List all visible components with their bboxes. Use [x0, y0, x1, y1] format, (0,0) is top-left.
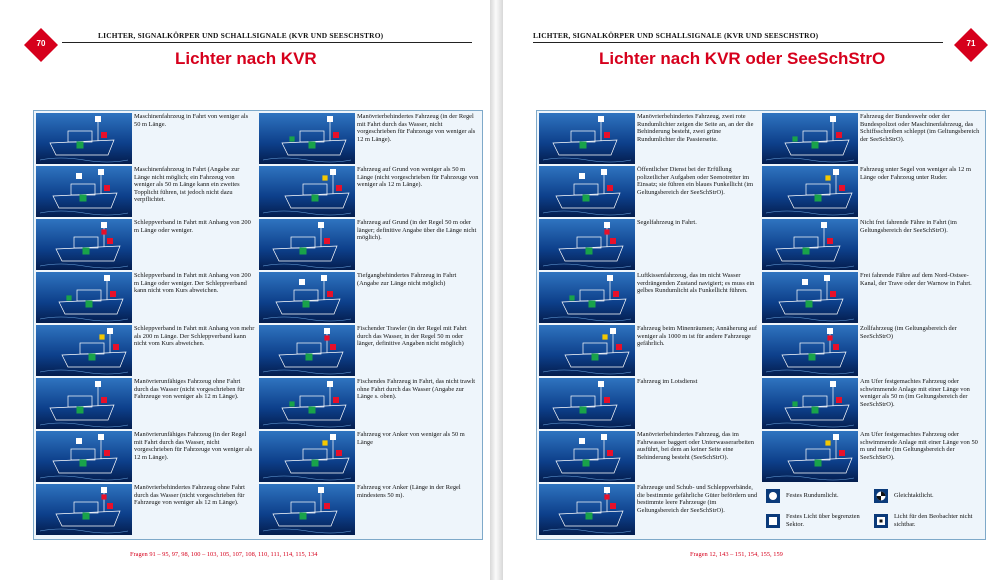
light-table-row: [259, 113, 481, 164]
sailing-vessel-icon: [539, 219, 635, 270]
towing-vessel-stern-icon: [36, 219, 132, 270]
police-vessel-icon: [762, 113, 858, 164]
light-table-row: [539, 484, 761, 535]
light-description: Maschinenfahrzeug in Fahrt (Angabe zur Länge nicht möglich; ein Fahrzeug von weniger als 50 m Länge kann ein zweites Topplicht führen, ist jedoch nicht dazu verpflichtet.: [134, 166, 240, 204]
right-page: [503, 0, 993, 580]
not-under-command-moving-icon: [36, 431, 132, 482]
free-ferry-canal-icon: [762, 272, 858, 323]
light-table-row: [36, 325, 258, 376]
page-number-badge: [954, 28, 988, 62]
anchored-large-icon: [259, 484, 355, 535]
light-table-row: [539, 113, 761, 164]
light-table-row: [259, 484, 481, 535]
light-description: Fahrzeug beim Minenräumen; Annäherung auf weniger als 1000 m ist für andere Fahrzeuge gefährlich.: [637, 325, 757, 348]
light-description: Am Ufer festgemachtes Fahrzeug oder schwimmende Anlage mit einer Länge von weniger als 50 m (im Geltungsbereich der SeeSchStrO).: [860, 378, 970, 408]
fixed-all-round-light-icon: [766, 489, 780, 503]
light-description: Maschinenfahrzeug in Fahrt von weniger als 50 m Länge.: [134, 113, 249, 128]
light-description: Manövrierbehindertes Fahrzeug (in der Regel mit Fahrt durch das Wasser, nicht vorgeschrieben für Fahrzeuge von weniger als 12 m Länge).: [357, 113, 476, 143]
fixed-sector-light-icon: [766, 514, 780, 528]
legend-fixed-all-round: Festes Rundumlicht.: [786, 492, 839, 499]
minesweeper-icon: [539, 325, 635, 376]
dangerous-cargo-icon: [539, 484, 635, 535]
restricted-manoeuvre-moving-icon: [259, 113, 355, 164]
light-table-row: [36, 272, 258, 323]
light-description: Fahrzeug vor Anker (Länge in der Regel mindestens 50 m).: [357, 484, 461, 499]
legend: [762, 484, 984, 535]
dredger-icon: [539, 431, 635, 482]
trawler-icon: [259, 325, 355, 376]
light-description: Fahrzeug im Lotsdienst: [637, 378, 698, 385]
light-table-row: [259, 325, 481, 376]
power-vessel-under-50m-icon: [36, 113, 132, 164]
public-service-blue-light-icon: [539, 166, 635, 217]
light-description: Fahrzeug vor Anker von weniger als 50 m Länge: [357, 431, 465, 446]
header-rule: [533, 42, 943, 43]
light-table-row: [762, 219, 984, 270]
footer-references: Fragen 12, 143 – 151, 154, 155, 159: [690, 551, 783, 558]
light-description: Fahrzeug der Bundeswehr oder der Bundespolizei oder Maschinenfahrzeug, das Schiffsschreiben schleppt (im Geltungsbereich der SeeSchStrO).: [860, 113, 980, 143]
light-description: Am Ufer festgemachtes Fahrzeug oder schwimmende Anlage mit einer Länge von 50 m und mehr (im Geltungsbereich der SeeSchStrO).: [860, 431, 978, 461]
light-table-row: [36, 166, 258, 217]
light-description: Tiefgangbehindertes Fahrzeug in Fahrt (Angabe zur Länge nicht möglich): [357, 272, 457, 287]
light-table-row: [36, 219, 258, 270]
light-table-row: [539, 272, 761, 323]
light-table-row: [762, 113, 984, 164]
light-table-row: [36, 484, 258, 535]
moored-large-gear-icon: [762, 431, 858, 482]
isophase-light-icon: [874, 489, 888, 503]
light-description: Nicht frei fahrende Fähre in Fahrt (im Geltungsbereich der SeeSchStrO).: [860, 219, 957, 234]
invisible-light-icon: [874, 514, 888, 528]
light-table-row: [762, 431, 984, 482]
restricted-manoeuvre-stopped-icon: [36, 484, 132, 535]
light-table-row: [36, 113, 258, 164]
moored-floating-gear-icon: [762, 378, 858, 429]
light-description: Zollfahrzeug (im Geltungsbereich der SeeSchStrO): [860, 325, 957, 340]
page-title: Lichter nach KVR oder SeeSchStrO: [599, 49, 886, 68]
light-table-row: [36, 378, 258, 429]
light-description: Manövrierunfähiges Fahrzeug (in der Regel mit Fahrt durch das Wasser, nicht vorgeschrieben für Fahrzeuge von weniger als 12 m Länge).: [134, 431, 253, 461]
footer-references: Fragen 91 – 95, 97, 98, 100 – 103, 105, 107, 108, 110, 111, 114, 115, 134: [130, 551, 318, 558]
customs-vessel-icon: [762, 325, 858, 376]
light-description: Manövrierunfähiges Fahrzeug ohne Fahrt durch das Wasser (nicht vorgeschrieben für Fahrzeuge von weniger als 12 m Länge).: [134, 378, 245, 401]
light-description: Schleppverband in Fahrt mit Anhang von 200 m Länge oder weniger.: [134, 219, 251, 234]
running-header: LICHTER, SIGNALKÖRPER UND SCHALLSIGNALE (KVR UND SEESCHSTRO): [98, 31, 384, 40]
towing-vessel-ahead-icon: [36, 272, 132, 323]
light-table-row: [539, 219, 761, 270]
not-under-command-stopped-icon: [36, 378, 132, 429]
power-vessel-over-50m-icon: [36, 166, 132, 217]
page-number: 71: [966, 39, 976, 48]
light-description: Luftkissenfahrzeug, das im nicht Wasser verdrängenden Zustand navigiert; es muss ein gelbes Rundumlicht als Funkellicht führen.: [637, 272, 755, 295]
light-description: Fahrzeuge und Schub- und Schleppverbände, die bestimmte gefährliche Güter befördern und bestimmte leere Fahrzeuge (im Geltungsbereich der SeeSchStrO).: [637, 484, 758, 514]
light-description: Manövrierbehindertes Fahrzeug ohne Fahrt durch das Wasser (nicht vorgeschrieben für Fahrzeuge von weniger als 12 m Länge).: [134, 484, 245, 507]
light-table-row: [259, 272, 481, 323]
page-title: Lichter nach KVR: [175, 49, 317, 68]
legend-fixed-sector: Festes Licht über begrenzten Sektor.: [786, 513, 860, 528]
book-gutter: [490, 0, 503, 580]
aground-large-icon: [259, 219, 355, 270]
restricted-manoeuvre-obstruction-icon: [539, 113, 635, 164]
light-description: Fahrzeug auf Grund von weniger als 50 m Länge (nicht vorgeschrieben für Fahrzeuge von weniger als 12 m Länge).: [357, 166, 479, 189]
light-description: Manövrierbehindertes Fahrzeug, zwei rote Rundumlichter zeigen die Seite an, an der die Behinderung besteht, zwei grüne Rundumlichter die Passierseite.: [637, 113, 754, 143]
legend-invisible-light: Licht für den Beobachter nicht sichtbar.: [894, 513, 973, 528]
light-table-row: [259, 431, 481, 482]
running-header: LICHTER, SIGNALKÖRPER UND SCHALLSIGNALE (KVR UND SEESCHSTRO): [533, 31, 819, 40]
light-table: [536, 110, 986, 540]
light-description: Manövrierbehindertes Fahrzeug, das im Fahrwasser baggert oder Unterwasserarbeiten ausführt, bei dem an keiner Seite eine Behinderung besteht (SeeSchStrO).: [637, 431, 754, 461]
aground-small-icon: [259, 166, 355, 217]
light-table-row: [259, 378, 481, 429]
page-number: 70: [36, 39, 46, 48]
header-rule: [62, 42, 472, 43]
light-table-row: [259, 166, 481, 217]
towing-vessel-long-tow-icon: [36, 325, 132, 376]
light-description: Segelfahrzeug in Fahrt.: [637, 219, 697, 226]
page-number-badge: [24, 28, 58, 62]
fishing-vessel-icon: [259, 378, 355, 429]
hovercraft-icon: [539, 272, 635, 323]
constrained-by-draught-icon: [259, 272, 355, 323]
light-table-row: [539, 325, 761, 376]
light-description: Schleppverband in Fahrt mit Anhang von 200 m Länge oder weniger. Der Schleppverband kann nicht vom Kurs abweichen.: [134, 272, 251, 295]
light-table-row: [762, 272, 984, 323]
light-description: Öffentlicher Dienst bei der Erfüllung polizeilicher Aufgaben oder Seenotretter im Einsatz; sie führen ein blaues Funkellicht (im Geltungsbereich der SeeSchStrO).: [637, 166, 754, 196]
light-description: Fahrzeug unter Segel von weniger als 12 m Länge oder Fahrzeug unter Ruder.: [860, 166, 971, 181]
light-table-row: [36, 431, 258, 482]
legend-isophase: Gleichtaktlicht.: [894, 492, 934, 499]
light-description: Frei fahrende Fähre auf dem Nord-Ostsee-Kanal, der Trave oder der Warnow in Fahrt.: [860, 272, 972, 287]
light-table: [33, 110, 483, 540]
light-description: Fahrzeug auf Grund (in der Regel 50 m oder länger; definitive Angabe über die Länge nicht möglich).: [357, 219, 477, 242]
light-table-row: [762, 166, 984, 217]
light-description: Fischender Trawler (in der Regel mit Fahrt durch das Wasser, in der Regel 50 m oder länger, definitive Angaben nicht möglich): [357, 325, 467, 348]
light-table-row: [259, 219, 481, 270]
light-table-row: [762, 378, 984, 429]
anchored-small-icon: [259, 431, 355, 482]
ferry-not-free-icon: [762, 219, 858, 270]
small-sailing-vessel-icon: [762, 166, 858, 217]
light-table-row: [762, 325, 984, 376]
left-page: [0, 0, 490, 580]
pilot-vessel-icon: [539, 378, 635, 429]
light-table-row: [539, 431, 761, 482]
light-description: Schleppverband in Fahrt mit Anhang von mehr als 200 m Länge. Der Schleppverband kann nicht vom Kurs abweichen.: [134, 325, 255, 348]
light-description: Fischendes Fahrzeug in Fahrt, das nicht trawlt ohne Fahrt durch das Wasser (Angabe zur Länge s. oben).: [357, 378, 476, 401]
light-table-row: [539, 166, 761, 217]
light-table-row: [539, 378, 761, 429]
